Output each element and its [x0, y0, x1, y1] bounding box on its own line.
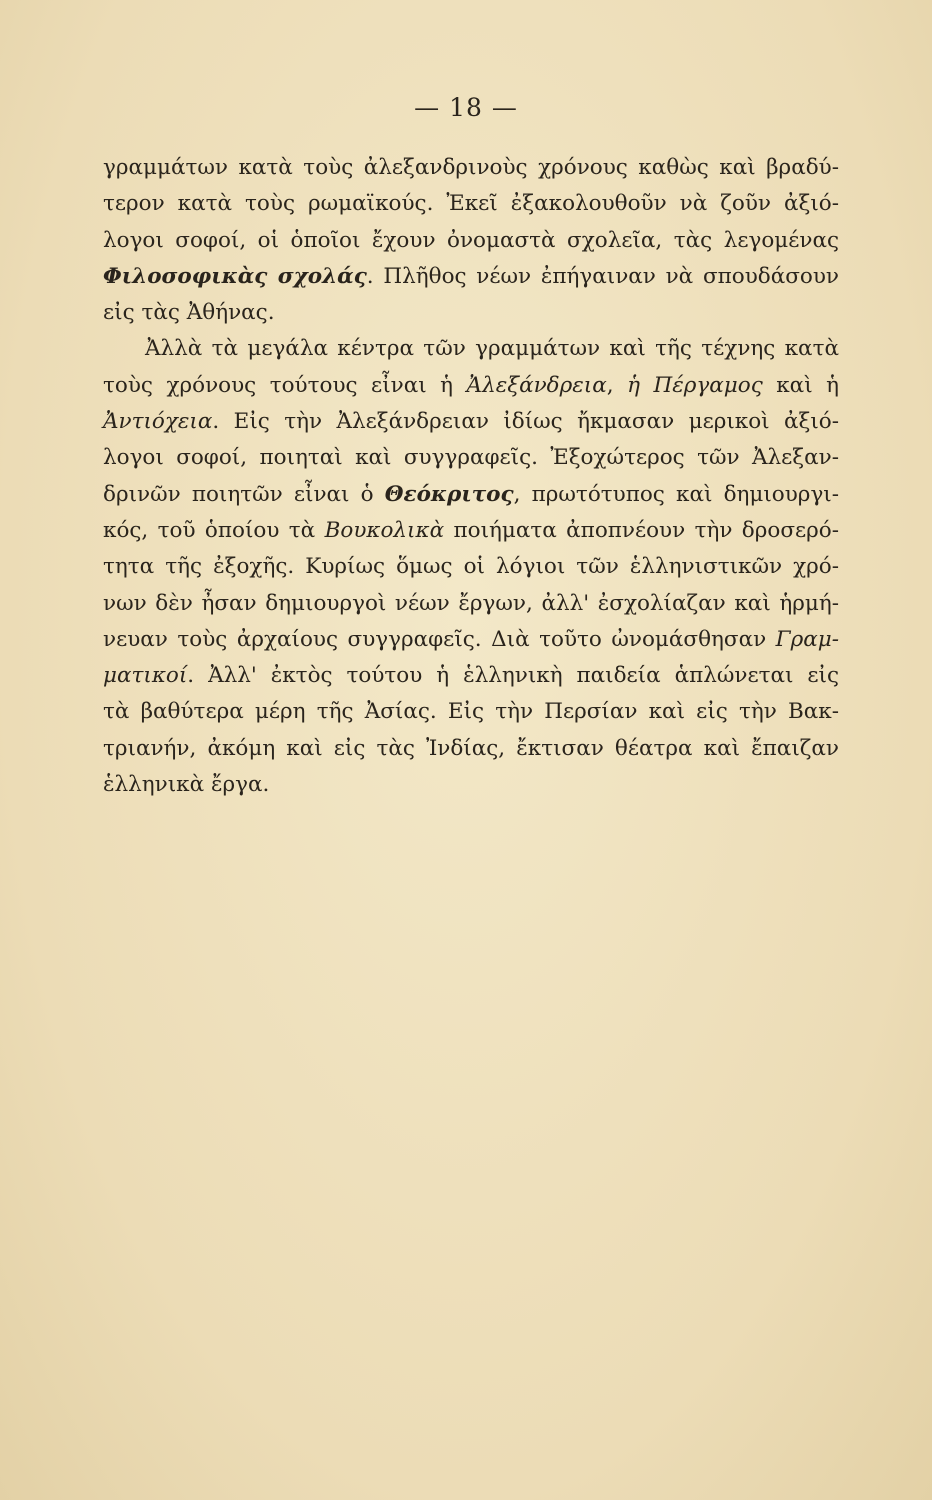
text-segment: γραμμάτων κατὰ τοὺς ἀλεξανδρινοὺς χρόνους καθὼς καὶ βραδύ- — [103, 155, 839, 180]
text-line — [103, 331, 839, 367]
page-number: — 18 — — [414, 93, 518, 122]
text-line — [103, 150, 839, 186]
text-line — [103, 731, 839, 767]
text-line — [103, 586, 839, 622]
text-segment: νων δὲν ἦσαν δημιουργοὶ νέων ἔργων, ἀλλ' ἐσχολίαζαν καὶ ἡρμή- — [103, 590, 839, 616]
text-line — [103, 440, 839, 476]
text-segment: Βουκολικὰ — [324, 517, 445, 543]
text-line — [103, 622, 839, 658]
text-segment: , πρωτότυπος καὶ δημιουργι- — [513, 481, 839, 507]
text-segment: καὶ ἡ — [762, 372, 840, 398]
text-line — [103, 295, 839, 331]
text-segment: . Ἀλλ' ἐκτὸς τούτου ἡ ἑλληνικὴ παιδεία ἁπλώνεται εἰς — [187, 663, 839, 689]
text-segment: δρινῶν ποιητῶν εἶναι ὁ — [103, 481, 385, 507]
text-segment: Θεόκριτος — [384, 481, 514, 507]
text-segment: Ἀλεξάνδρεια — [466, 372, 607, 398]
text-line — [103, 186, 839, 222]
text-line — [103, 658, 839, 694]
text-segment: κός, τοῦ ὁποίου τὰ — [103, 517, 325, 543]
text-segment: εἰς τὰς Ἀθήνας. — [103, 300, 275, 326]
text-segment: . Εἰς τὴν Ἀλεξάνδρειαν ἰδίως ἤκμασαν μερικοὶ ἀξιό- — [212, 409, 839, 435]
text-segment: τοὺς χρόνους τούτους εἶναι ἡ — [103, 372, 467, 398]
text-segment: Γραμ- — [775, 626, 839, 652]
text-segment: Ἀλλὰ τὰ μεγάλα κέντρα τῶν γραμμάτων καὶ τῆς τέχνης κατὰ — [145, 336, 839, 362]
text-segment: Φιλοσοφικὰς σχολάς — [103, 263, 367, 289]
text-line — [103, 223, 839, 259]
text-segment: λογοι σοφοί, οἱ ὁποῖοι ἔχουν ὀνομαστὰ σχολεῖα, τὰς λεγομένας — [103, 227, 839, 253]
text-line — [103, 694, 839, 730]
text-line — [103, 404, 839, 440]
text-line — [103, 259, 839, 295]
text-line — [103, 513, 839, 549]
text-segment: . Πλῆθος νέων ἐπήγαιναν νὰ σπουδάσουν — [366, 263, 839, 289]
text-segment: λογοι σοφοί, ποιηταὶ καὶ συγγραφεῖς. Ἐξοχώτερος τῶν Ἀλεξαν- — [103, 445, 839, 471]
text-segment: , — [606, 372, 628, 398]
body-text — [103, 150, 839, 803]
text-segment: νευαν τοὺς ἀρχαίους συγγραφεῖς. Διὰ τοῦτο ὠνομάσθησαν — [103, 626, 776, 652]
text-line — [103, 368, 839, 404]
text-segment: τητα τῆς ἐξοχῆς. Κυρίως ὅμως οἱ λόγιοι τῶν ἑλληνιστικῶν χρό- — [103, 554, 839, 580]
text-segment: ποιήματα ἀποπνέουν τὴν δροσερό- — [444, 517, 839, 543]
text-segment: Ἀντιόχεια — [103, 409, 213, 435]
text-line — [103, 767, 839, 803]
text-segment: τριανήν, ἀκόμη καὶ εἰς τὰς Ἰνδίας, ἔκτισαν θέατρα καὶ ἔπαιζαν — [103, 735, 839, 761]
text-segment: τερον κατὰ τοὺς ρωμαϊκούς. Ἐκεῖ ἐξακολουθοῦν νὰ ζοῦν ἀξιό- — [103, 191, 839, 217]
text-segment: ματικοί — [103, 663, 188, 689]
text-segment: ἡ Πέργαμος — [627, 372, 763, 398]
text-segment: τὰ βαθύτερα μέρη τῆς Ἀσίας. Εἰς τὴν Περσίαν καὶ εἰς τὴν Βακ- — [103, 699, 839, 725]
text-line — [103, 549, 839, 585]
text-segment: ἑλληνικὰ ἔργα. — [103, 772, 270, 798]
text-line — [103, 477, 839, 513]
